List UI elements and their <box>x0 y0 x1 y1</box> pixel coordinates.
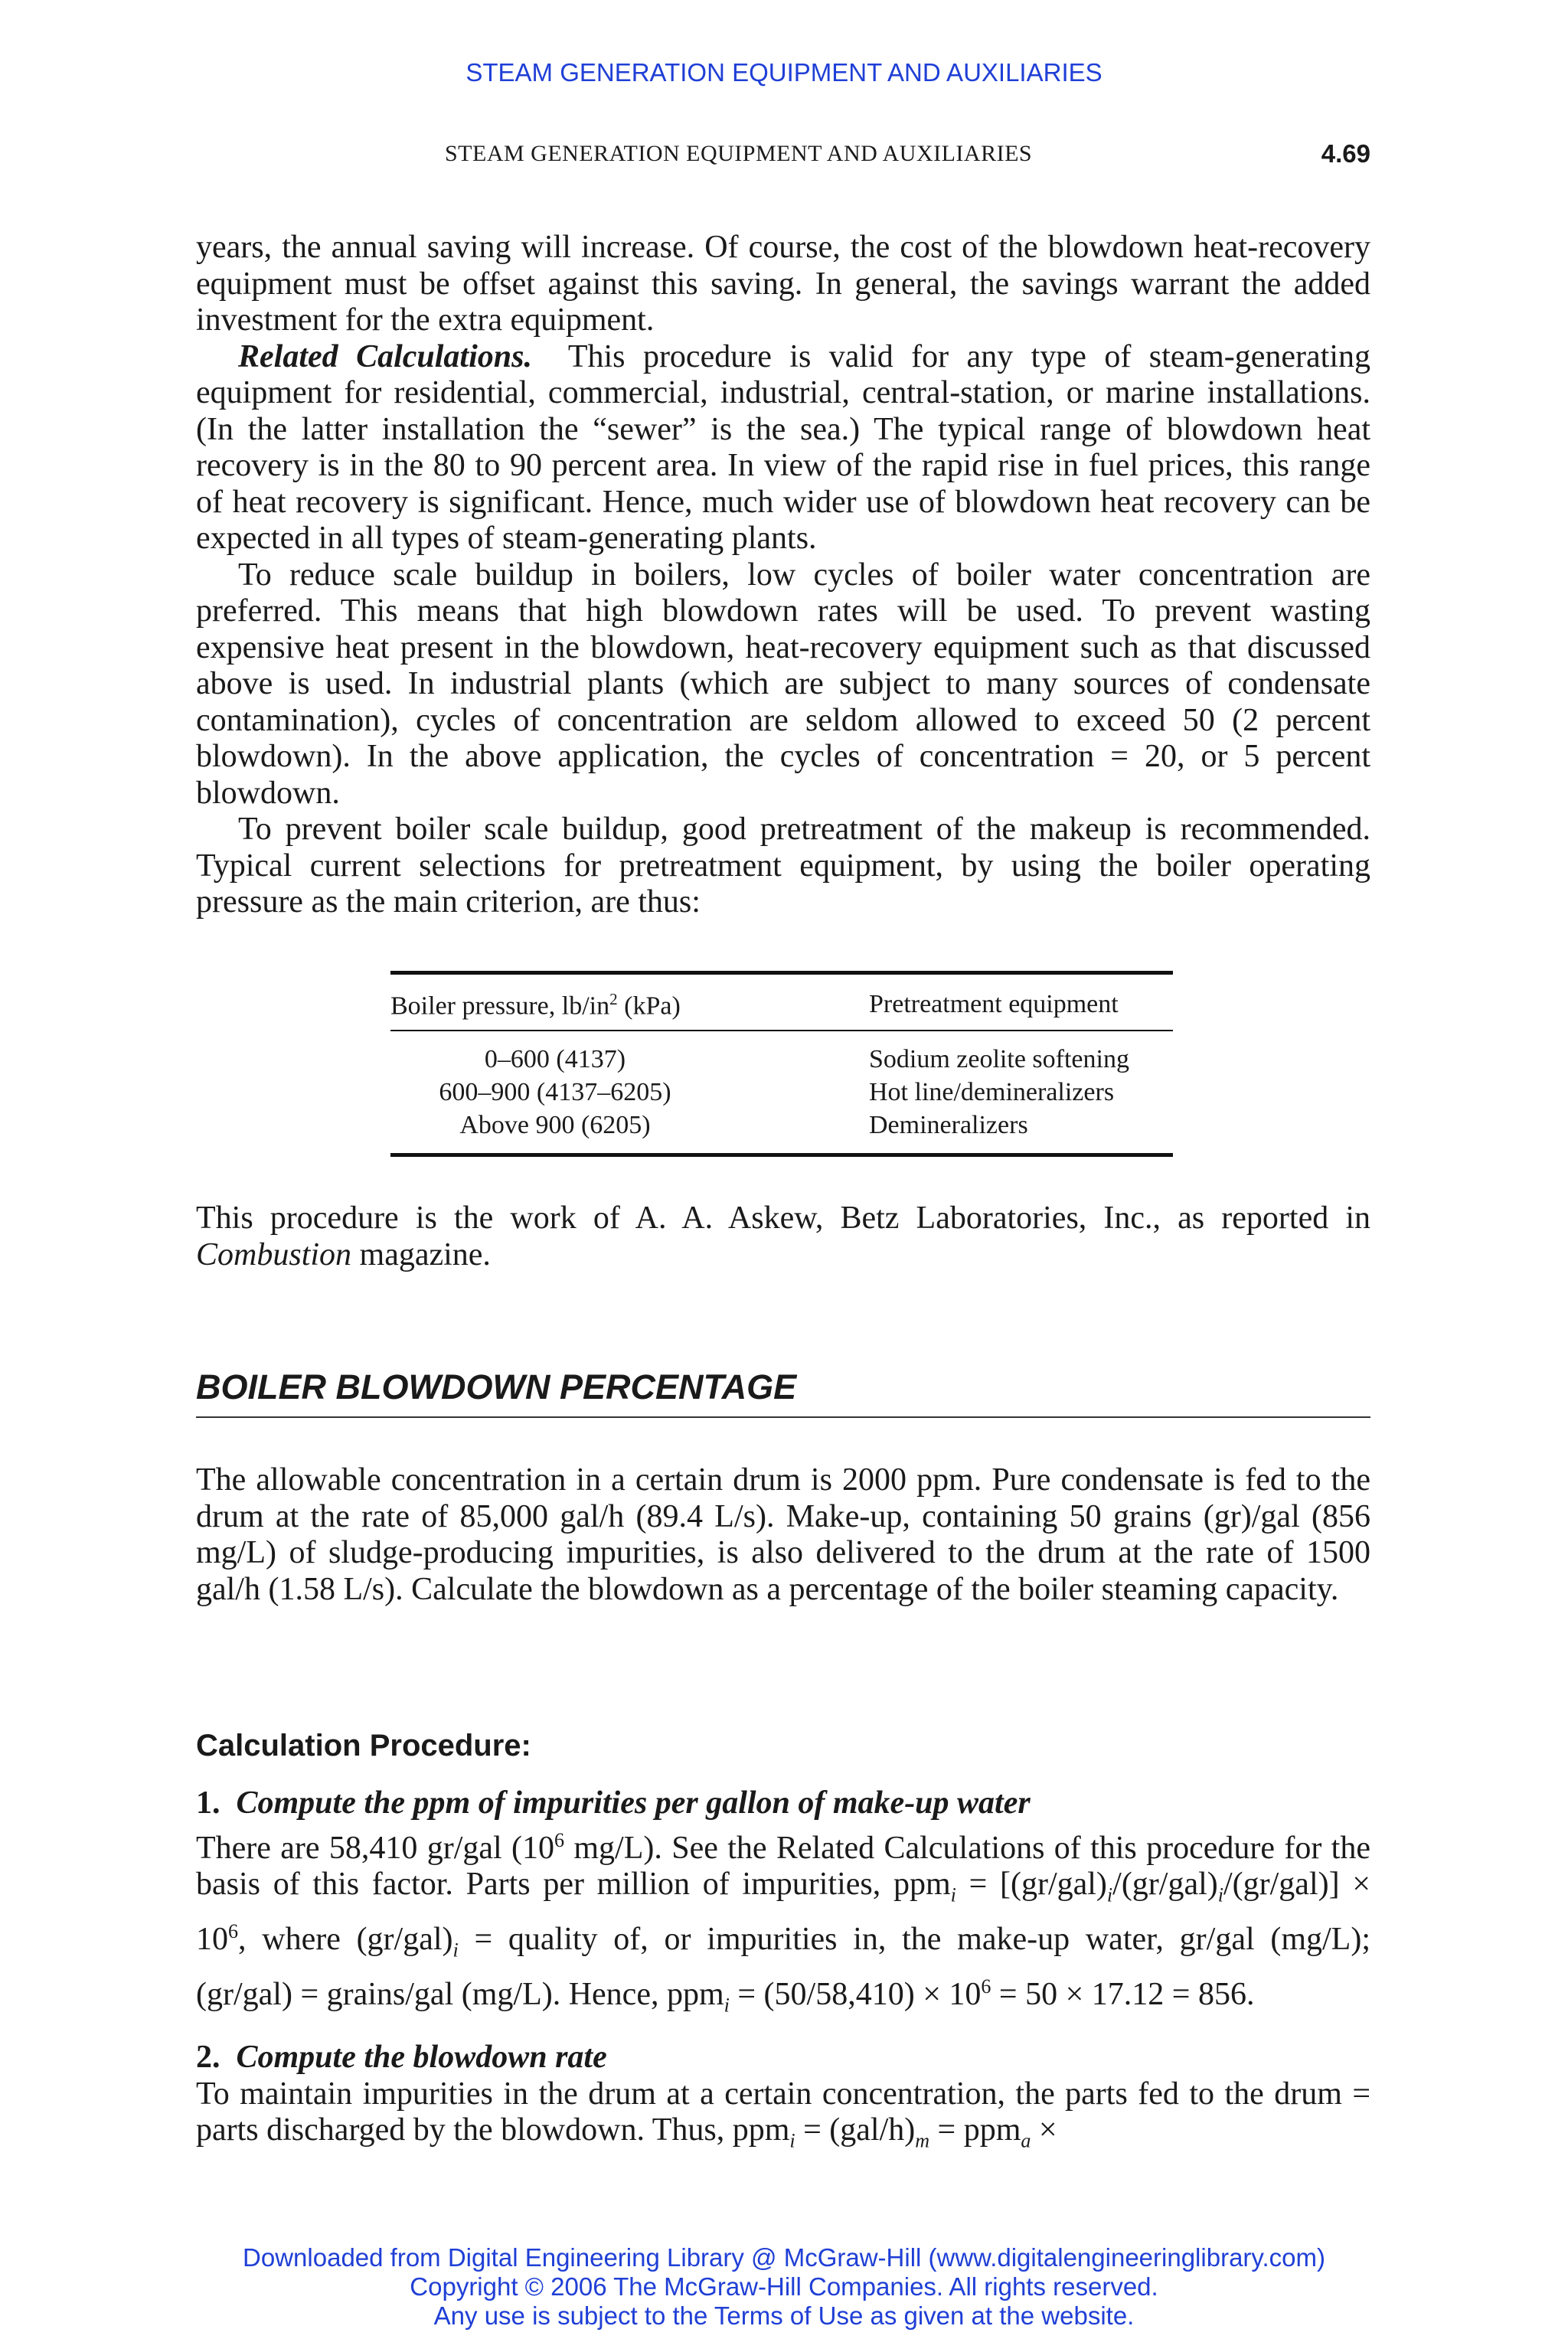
related-calculations-label: Related Calculations. <box>238 338 532 374</box>
paragraph: To prevent boiler scale buildup, good pretreatment of the makeup is recommended. Typical current selections for pretreatment equipment, by using the boiler operating pressure as the main criterion, are thus: <box>196 812 1370 920</box>
step-1 <box>196 1785 1370 2024</box>
running-head <box>196 141 1370 175</box>
paragraph-related-calculations <box>196 339 1370 557</box>
page-number: 4.69 <box>1321 139 1370 168</box>
cell-equipment: Hot line/demineralizers <box>869 1078 1115 1106</box>
site-banner: STEAM GENERATION EQUIPMENT AND AUXILIARIES <box>466 58 1102 87</box>
cell-pressure: Above 900 (6205) <box>459 1111 651 1139</box>
footer <box>0 2243 1568 2331</box>
table-header <box>390 975 1173 1022</box>
table-row <box>390 1045 1173 1078</box>
column-header-equipment: Pretreatment equipment <box>869 990 1119 1018</box>
cell-pressure: 600–900 (4137–6205) <box>439 1078 671 1106</box>
step-2-heading: 2. Compute the blowdown rate <box>196 2040 607 2075</box>
footer-line: Any use is subject to the Terms of Use as given at the website. <box>433 2301 1135 2330</box>
table-row <box>390 1111 1173 1144</box>
paragraph: The allowable concentration in a certain drum is 2000 ppm. Pure condensate is fed to the drum at the rate of 85,000 gal/h (89.4 L/s). Make-up, containing 50 grains (gr)/gal (856 mg/L) of sludge-producing impurities, is also delivered to the drum at the rate of 1500 gal/h (1.58 L/s). Calculate the blowdown as a percentage of the boiler steaming capacity. <box>196 1462 1370 1607</box>
table-body <box>390 1031 1173 1144</box>
problem-statement <box>196 1462 1370 1608</box>
section-title <box>196 1367 1370 1418</box>
calculation-procedure-heading: Calculation Procedure: <box>196 1729 531 1762</box>
magazine-title: Combustion <box>196 1236 352 1272</box>
step-2-text: To maintain impurities in the drum at a certain concentration, the parts fed to the drum = parts discharged by the blowdown. Thus, $ppm_i = (gal/h)_m = ppm_a$ × <box>196 2076 1370 2152</box>
footer-line: Downloaded from Digital Engineering Library @ McGraw-Hill (www.digitalengineeringlibrary.com) <box>243 2243 1325 2272</box>
pretreatment-table <box>390 971 1173 1157</box>
step-1-text: There are 58,410 gr/gal ($10^6$ mg/L). See the Related Calculations of this procedure for the basis of this factor. Parts per million of impurities, $ppm_i = [(gr/gal)_i/(gr/gal)_i/(gr/gal)] \times 10^6$, where $(gr/gal)_i$ = quality of, or impurities in, the make-up water, gr/gal (mg/L); (gr/gal) = grains/gal (mg/L). Hence, $ppm_i = (50/58,410) \times 10^6 = 50 \times 17.12 = 856$. <box>196 1828 1370 2017</box>
step-2 <box>196 2040 1370 2159</box>
cell-equipment: Demineralizers <box>869 1111 1028 1139</box>
paragraph: years, the annual saving will increase. Of course, the cost of the blowdown heat-recovery equipment must be offset against this saving. In general, the savings warrant the added investment for the extra equipment. <box>196 230 1370 338</box>
table-rule <box>390 1153 1173 1157</box>
table-row <box>390 1078 1173 1111</box>
body-text-attribution <box>196 1200 1370 1273</box>
running-head-title: STEAM GENERATION EQUIPMENT AND AUXILIARIES <box>445 141 1033 166</box>
paragraph-text: This procedure is valid for any type of steam-generating equipment for residential, commercial, industrial, central-station, or marine installations. (In the latter installation the “sewer” is the sea.) The typical range of blowdown heat recovery is in the 80 to 90 percent area. In view of the rapid rise in fuel prices, this range of heat recovery is significant. Hence, much wider use of blowdown heat recovery can be expected in all types of steam-generating plants. <box>196 338 1371 556</box>
cell-pressure: 0–600 (4137) <box>484 1045 626 1073</box>
body-text-top <box>196 230 1370 921</box>
section-heading: BOILER BLOWDOWN PERCENTAGE <box>196 1367 1370 1418</box>
footer-line: Copyright © 2006 The McGraw-Hill Companies. All rights reserved. <box>410 2272 1158 2301</box>
cell-equipment: Sodium zeolite softening <box>869 1045 1129 1073</box>
step-1-heading: 1. Compute the ppm of impurities per gallon of make-up water <box>196 1785 1031 1821</box>
column-header-pressure: Boiler pressure, $lb/in^2$ (kPa) <box>390 990 681 1021</box>
paragraph: To reduce scale buildup in boilers, low cycles of boiler water concentration are preferred. This means that high blowdown rates will be used. To prevent wasting expensive heat present in the blowdown, heat-recovery equipment such as that discussed above is used. In industrial plants (which are subject to many sources of condensate contamination), cycles of concentration are seldom allowed to exceed 50 (2 percent blowdown). In the above application, the cycles of concentration = 20, or 5 percent blowdown. <box>196 557 1370 811</box>
attribution-paragraph: This procedure is the work of A. A. Askew, Betz Laboratories, Inc., as reported in Combustion magazine. <box>196 1200 1370 1272</box>
